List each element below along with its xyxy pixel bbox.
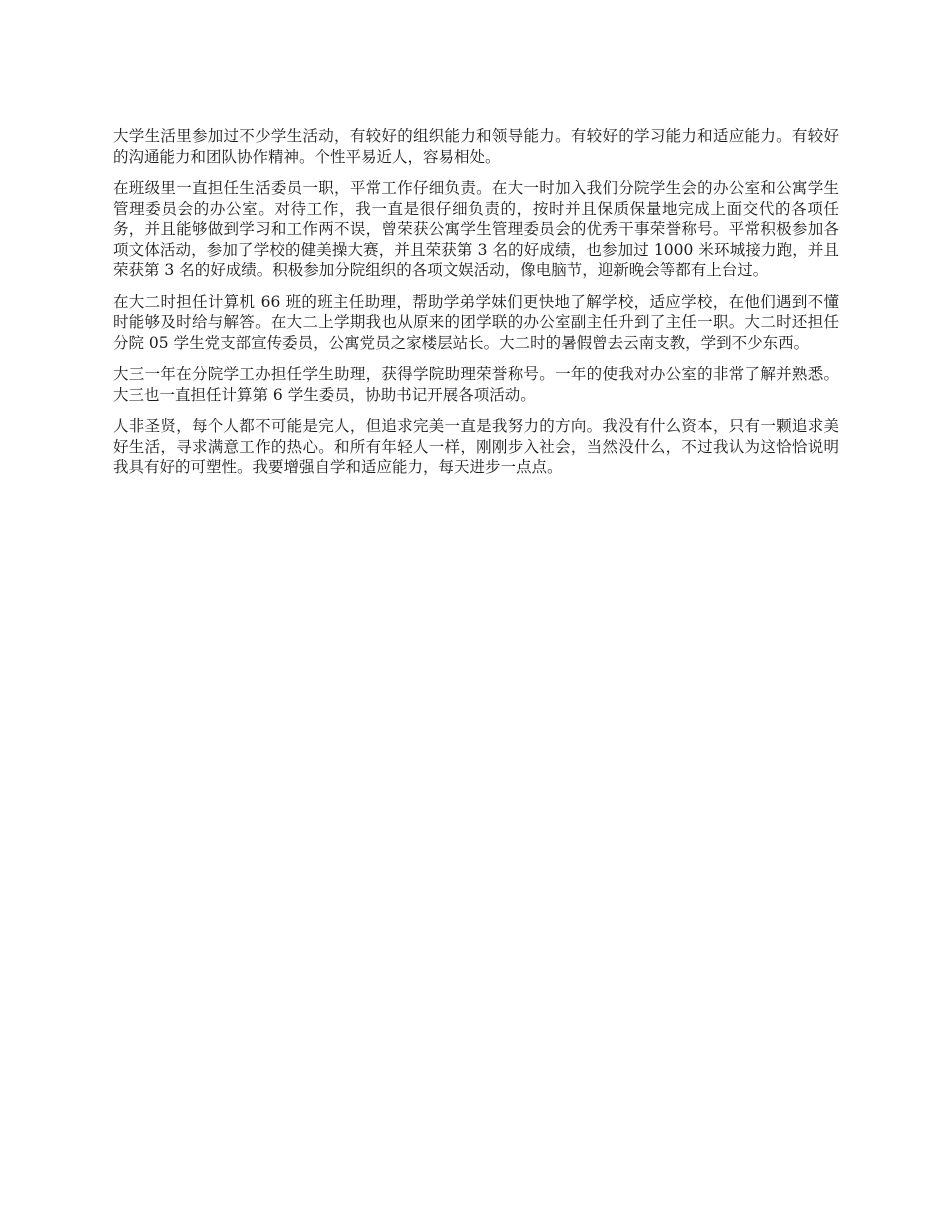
paragraph-4: 大三一年在分院学工办担任学生助理，获得学院助理荣誉称号。一年的使我对办公室的非常了解并熟悉。大三也一直担任计算第 6 学生委员，协助书记开展各项活动。 bbox=[113, 365, 839, 404]
paragraph-1: 大学生活里参加过不少学生活动，有较好的组织能力和领导能力。有较好的学习能力和适应能力。有较好的沟通能力和团队协作精神。个性平易近人，容易相处。 bbox=[113, 127, 839, 166]
paragraph-2: 在班级里一直担任生活委员一职，平常工作仔细负责。在大一时加入我们分院学生会的办公室和公寓学生管理委员会的办公室。对待工作，我一直是很仔细负责的，按时并且保质保量地完成上面交代的各项任务，并且能够做到学习和工作两不误，曾荣获公寓学生管理委员会的优秀干事荣誉称号。平常积极参加各项文体活动，参加了学校的健美操大赛，并且荣获第 3 名的好成绩，也参加过 1000 米环城接力跑，并且荣获第 3 名的好成绩。积极参加分院组织的各项文娱活动，像电脑节，迎新晚会等都有上台过。 bbox=[113, 179, 839, 279]
document-body bbox=[113, 126, 839, 489]
paragraph-3: 在大二时担任计算机 66 班的班主任助理，帮助学弟学妹们更快地了解学校，适应学校，在他们遇到不懂时能够及时给与解答。在大二上学期我也从原来的团学联的办公室副主任升到了主任一职。大二时还担任分院 05 学生党支部宣传委员，公寓党员之家楼层站长。大二时的暑假曾去云南支教，学到不少东西。 bbox=[113, 292, 839, 352]
paragraph-5: 人非圣贤，每个人都不可能是完人，但追求完美一直是我努力的方向。我没有什么资本，只有一颗追求美好生活，寻求满意工作的热心。和所有年轻人一样，刚刚步入社会，当然没什么，不过我认为这恰恰说明我具有好的可塑性。我要增强自学和适应能力，每天进步一点点。 bbox=[113, 417, 839, 476]
